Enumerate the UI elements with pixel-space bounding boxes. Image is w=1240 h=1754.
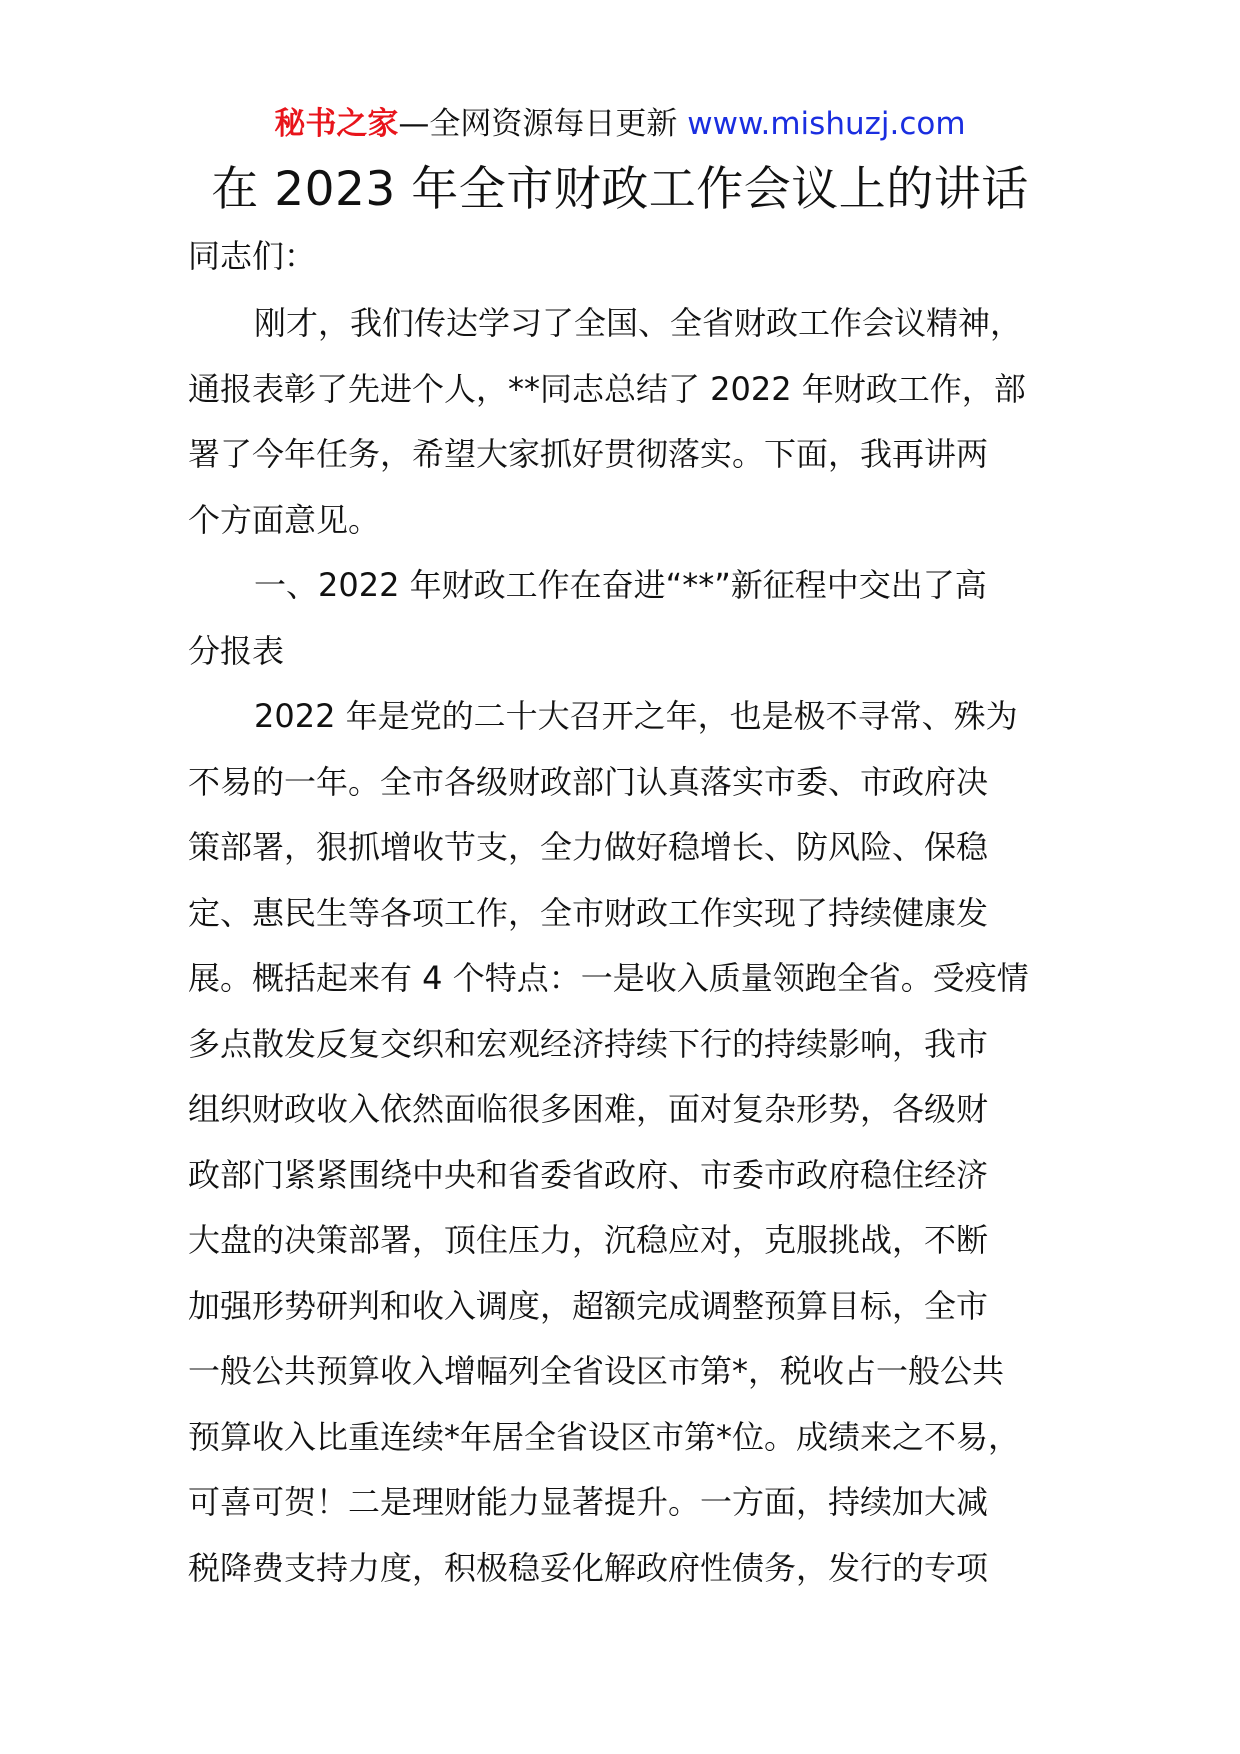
site-header — [0, 104, 1240, 144]
paragraph-line: 展。概括起来有 4 个特点：一是收入质量领跑全省。受疫情 — [188, 959, 1029, 997]
paragraph-line: 一般公共预算收入增幅列全省设区市第*，税收占一般公共 — [188, 1352, 1005, 1390]
paragraph-line: 加强形势研判和收入调度，超额完成调整预算目标，全市 — [188, 1286, 989, 1325]
heading-line: 分报表 — [188, 631, 285, 670]
paragraph-line: 税降费支持力度，积极稳妥化解政府性债务，发行的专项 — [188, 1548, 989, 1587]
paragraph-line: 2022 年是党的二十大召开之年，也是极不寻常、殊为 — [254, 697, 1018, 735]
document-body — [188, 225, 1058, 1601]
paragraph-line: 定、惠民生等各项工作，全市财政工作实现了持续健康发 — [188, 893, 989, 932]
paragraph-opening — [188, 291, 1058, 553]
document-title: 在 2023 年全市财政工作会议上的讲话 — [211, 162, 1029, 217]
paragraph-line: 署了今年任务，希望大家抓好贯彻落实。下面，我再讲两 — [188, 435, 989, 473]
heading-line: 一、2022 年财政工作在奋进“**”新征程中交出了高 — [254, 566, 987, 604]
site-url-link[interactable]: www.mishuzj.com — [687, 106, 966, 142]
paragraph-2022-summary — [188, 684, 1058, 1601]
header-tagline: —全网资源每日更新 — [398, 106, 678, 142]
greeting: 同志们： — [188, 237, 317, 275]
paragraph-line: 多点散发反复交织和宏观经济持续下行的持续影响，我市 — [188, 1024, 989, 1063]
brand-name: 秘书之家 — [274, 106, 399, 142]
paragraph-line: 大盘的决策部署，顶住压力，沉稳应对，克服挑战，不断 — [188, 1221, 989, 1259]
paragraph-line: 不易的一年。全市各级财政部门认真落实市委、市政府决 — [188, 762, 989, 801]
paragraph-line: 政部门紧紧围绕中央和省委省政府、市委市政府稳住经济 — [188, 1155, 989, 1194]
section-heading-1 — [188, 553, 1058, 684]
paragraph-line: 刚才，我们传达学习了全国、全省财政工作会议精神， — [254, 304, 1023, 342]
paragraph-line: 策部署，狠抓增收节支，全力做好稳增长、防风险、保稳 — [188, 828, 989, 866]
paragraph-line: 组织财政收入依然面临很多困难，面对复杂形势，各级财 — [188, 1090, 989, 1128]
paragraph-line: 可喜可贺！二是理财能力显著提升。一方面，持续加大减 — [188, 1483, 989, 1521]
paragraph-line: 通报表彰了先进个人，**同志总结了 2022 年财政工作，部 — [188, 369, 1026, 408]
paragraph-line: 个方面意见。 — [188, 500, 381, 539]
paragraph-line: 预算收入比重连续*年居全省设区市第*位。成绩来之不易， — [188, 1417, 1021, 1456]
